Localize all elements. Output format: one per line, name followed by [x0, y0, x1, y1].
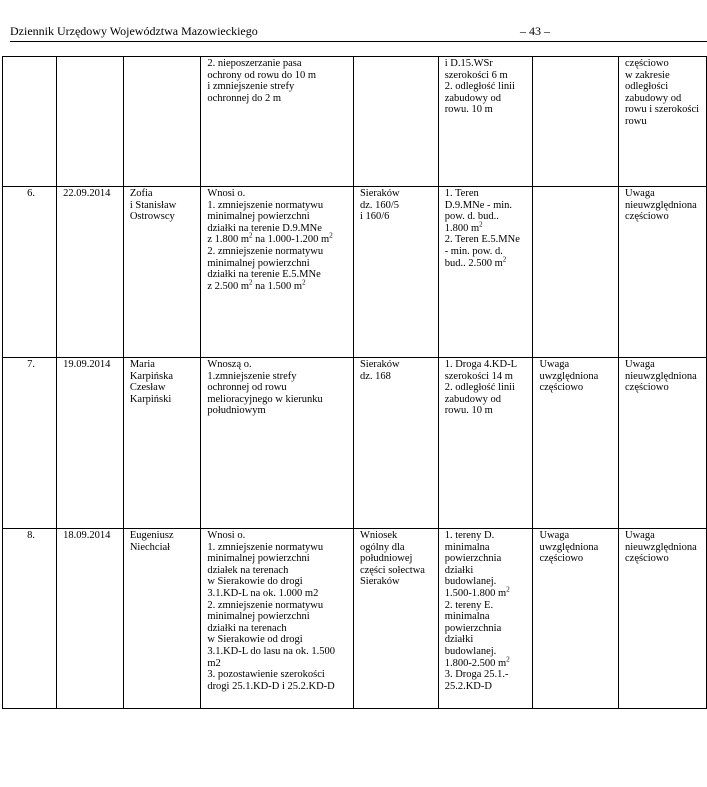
cell-location	[353, 57, 438, 187]
cell-line: Czesław	[129, 382, 166, 394]
cell-line: 2. zmniejszenie normatywu	[207, 245, 324, 257]
cell-line: 2. tereny E.	[444, 599, 494, 611]
cell-line: Uwaga	[625, 188, 655, 199]
cell-decision-wojt	[533, 358, 619, 529]
cell-line: minimalnej powierzchni	[207, 211, 310, 223]
cell-lp: 7.	[3, 358, 57, 529]
cell-date: 18.09.2014	[57, 529, 124, 709]
cell-line: ogólny dla	[359, 541, 405, 553]
cell-line: działki	[444, 634, 474, 646]
cell-line: minimalna	[444, 611, 490, 623]
cell-line: działki na terenie E.5.MNe	[207, 269, 321, 281]
cell-name	[123, 358, 200, 529]
cell-line: zabudowy od	[625, 92, 682, 104]
cell-line: Maria	[129, 359, 155, 370]
cell-line: Uwaga	[539, 530, 570, 541]
cell-line: działki na terenie D.9.MNe	[207, 222, 322, 234]
cell-line: 1.zmniejszenie strefy	[207, 370, 297, 382]
cell-provisions	[438, 529, 533, 709]
cell-line: 2. odległość linii	[444, 382, 515, 394]
cell-line: 25.2.KD-D	[444, 680, 492, 692]
cell-lp	[3, 57, 57, 187]
page-number: – 43 –	[520, 24, 550, 38]
cell-line: Wnosi o.	[207, 188, 246, 199]
cell-location	[353, 358, 438, 529]
cell-line: działki	[444, 564, 474, 576]
cell-line: Eugeniusz	[129, 530, 174, 541]
cell-line: 2. zmniejszenie normatywu	[207, 599, 324, 611]
cell-line: ochrony od rowu do 10 m	[207, 69, 317, 81]
cell-line: Niechciał	[129, 541, 171, 553]
cell-line: budowlanej.	[444, 576, 497, 588]
cell-line: dz. 168	[359, 370, 391, 382]
cell-date: 22.09.2014	[57, 187, 124, 358]
cell-decision-wojt	[533, 529, 619, 709]
cell-provisions	[438, 358, 533, 529]
cell-line: częściowo	[539, 382, 584, 394]
cell-provisions	[438, 187, 533, 358]
cell-decision-wojt	[533, 187, 619, 358]
cell-line: nieuwzględniona	[625, 370, 697, 382]
cell-line: częściowo	[625, 211, 669, 223]
cell-line: melioracyjnego w kierunku	[207, 393, 323, 405]
cell-name	[123, 57, 200, 187]
cell-line: południowym	[207, 405, 266, 417]
cell-line: Karpiński	[129, 393, 172, 405]
cell-line: i Stanisław	[129, 199, 177, 211]
table-body	[3, 57, 707, 709]
header-rule	[10, 41, 707, 42]
cell-line: częściowo	[539, 553, 584, 565]
cell-line: 1.800-2.500 $m^2$	[444, 655, 510, 669]
cell-line: budowlanej.	[444, 645, 497, 657]
cell-line: 1. tereny D.	[444, 530, 495, 541]
cell-line: ochronnej od rowu	[207, 382, 287, 394]
cell-line: i D.15.WSr	[444, 58, 493, 69]
cell-line: 3.1.KD-L na ok. 1.000 m2	[207, 587, 319, 599]
cell-line: 1.500-1.800 $m^2$	[444, 585, 510, 599]
cell-decision-wojt	[533, 57, 619, 187]
cell-decision-rada	[619, 529, 707, 709]
cell-line: Zofia	[129, 188, 153, 199]
cell-line: Wnosi o.	[207, 530, 246, 541]
cell-line: 2. Teren E.5.MNe	[444, 234, 520, 246]
cell-location	[353, 529, 438, 709]
cell-content	[201, 187, 354, 358]
cell-date: 19.09.2014	[57, 358, 124, 529]
cell-content	[201, 358, 354, 529]
cell-location	[353, 187, 438, 358]
cell-line: części sołectwa	[359, 564, 425, 576]
cell-line: częściowo	[625, 553, 669, 565]
cell-line: powierzchnia	[444, 553, 502, 565]
table-row	[3, 358, 707, 529]
cell-line: i zmniejszenie strefy	[207, 81, 295, 93]
cell-line: rowu. 10 m	[444, 104, 493, 116]
cell-line: częściowo	[625, 382, 669, 394]
cell-decision-rada	[619, 57, 707, 187]
page-header	[10, 24, 707, 40]
cell-line: działek na terenach	[207, 564, 289, 576]
cell-line: nieuwzględniona	[625, 541, 697, 553]
cell-line: minimalnej powierzchni	[207, 553, 310, 565]
cell-line: w zakresie	[625, 69, 670, 81]
cell-line: Ostrowscy	[129, 211, 175, 223]
cell-line: 1. zmniejszenie normatywu	[207, 541, 324, 553]
cell-line: i 160/6	[359, 211, 390, 223]
cell-name	[123, 529, 200, 709]
cell-line: 1. zmniejszenie normatywu	[207, 199, 324, 211]
cell-line: z 2.500 $m^2$ na 1.500 $m^2$	[207, 278, 306, 292]
cell-line: bud.. 2.500 $m^2$	[444, 255, 507, 269]
cell-decision-rada	[619, 358, 707, 529]
cell-line: powierzchnia	[444, 622, 502, 634]
cell-line: Sieraków	[359, 576, 400, 588]
journal-title: Dziennik Urzędowy Województwa Mazowieckiego	[10, 24, 258, 38]
cell-line: szerokości 6 m	[444, 69, 508, 81]
cell-line: nieuwzględniona	[625, 199, 697, 211]
cell-line: Sieraków	[359, 359, 400, 370]
cell-line: m2	[207, 657, 221, 669]
cell-line: 1. Droga 4.KD-L	[444, 359, 518, 370]
cell-line: uwzględniona	[539, 370, 599, 382]
cell-line: uwzględniona	[539, 541, 599, 553]
cell-line: działki na terenach	[207, 622, 287, 634]
cell-line: 3. Droga 25.1.-	[444, 669, 509, 681]
cell-line: 1. Teren	[444, 188, 479, 199]
cell-line: pow. d. bud..	[444, 211, 499, 223]
cell-line: rowu. 10 m	[444, 405, 493, 417]
cell-content	[201, 57, 354, 187]
cell-line: ochronnej do 2 m	[207, 92, 282, 104]
cell-line: odległości	[625, 81, 669, 93]
cell-line: w Sierakowie od drogi	[207, 634, 303, 646]
table-row	[3, 187, 707, 358]
cell-line: Karpińska	[129, 370, 173, 382]
remarks-table	[2, 56, 707, 709]
cell-content	[201, 529, 354, 709]
cell-line: minimalna	[444, 541, 490, 553]
cell-line: zabudowy od	[444, 92, 501, 104]
cell-line: zabudowy od	[444, 393, 501, 405]
cell-line: rowu	[625, 115, 647, 127]
cell-line: w Sierakowie do drogi	[207, 576, 303, 588]
cell-provisions	[438, 57, 533, 187]
cell-line: Uwaga	[625, 359, 655, 370]
cell-decision-rada	[619, 187, 707, 358]
table-row	[3, 57, 707, 187]
cell-line: drogi 25.1.KD-D i 25.2.KD-D	[207, 680, 335, 692]
cell-lp: 6.	[3, 187, 57, 358]
cell-line: Sieraków	[359, 188, 400, 199]
cell-line: 3.1.KD-L do lasu na ok. 1.500	[207, 645, 335, 657]
cell-line: południowej	[359, 553, 413, 565]
cell-line: Uwaga	[539, 359, 570, 370]
cell-line: 3. pozostawienie szerokości	[207, 669, 325, 681]
cell-line: dz. 160/5	[359, 199, 400, 211]
cell-line: - min. pow. d.	[444, 245, 503, 257]
cell-line: minimalnej powierzchni	[207, 611, 310, 623]
cell-line: rowu i szerokości	[625, 104, 700, 116]
table-row	[3, 529, 707, 709]
cell-line: D.9.MNe - min.	[444, 199, 513, 211]
cell-line: Uwaga	[625, 530, 655, 541]
cell-line: częściowo	[625, 58, 669, 69]
cell-date	[57, 57, 124, 187]
cell-line: 2. odległość linii	[444, 81, 515, 93]
cell-name	[123, 187, 200, 358]
cell-line: szerokości 14 m	[444, 370, 513, 382]
cell-line: Wniosek	[359, 530, 398, 541]
cell-line: minimalnej powierzchni	[207, 257, 310, 269]
cell-line: z 1.800 $m^2$ na 1.000-1.200 $m^2$	[207, 231, 333, 246]
cell-line: 1.800 $m^2$	[444, 220, 483, 234]
cell-line: 2. nieposzerzanie pasa	[207, 58, 302, 69]
cell-line: Wnoszą o.	[207, 359, 252, 370]
cell-lp: 8.	[3, 529, 57, 709]
